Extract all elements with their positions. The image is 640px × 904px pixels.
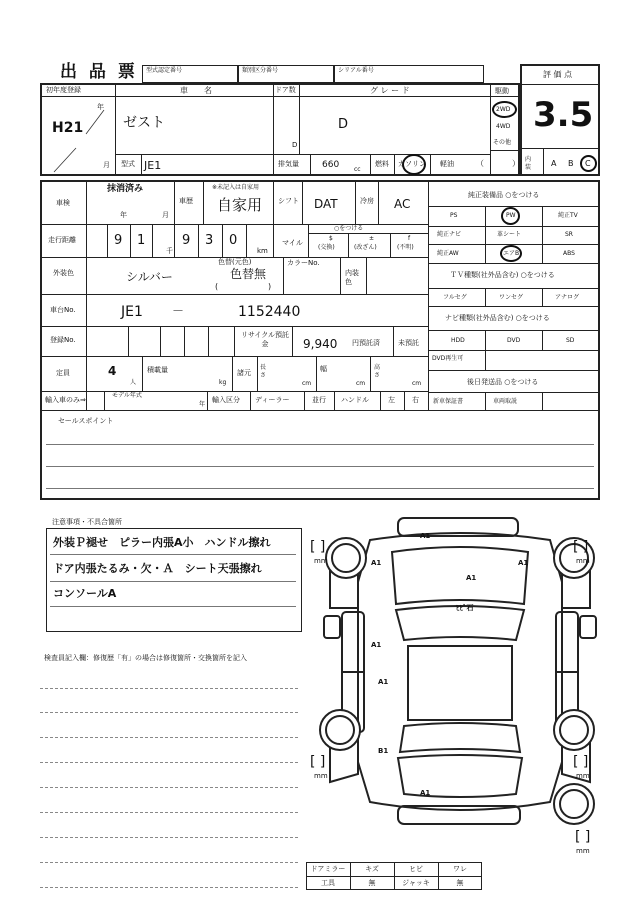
legend-scratch: キズ xyxy=(365,865,379,873)
import-parallel: 並行 xyxy=(312,396,326,404)
damage-mark-right-front: A1 xyxy=(518,559,529,567)
navi-header: ナビ種類(社外品含む) ○をつける xyxy=(445,314,550,322)
height-label: 高さ xyxy=(374,364,381,379)
color-label: 外装色 xyxy=(53,269,74,277)
notes-label: 注意事項・不具合箇所 xyxy=(52,518,122,526)
import-class-label: 輸入区分 xyxy=(212,396,240,404)
sales-point-label: セールスポイント xyxy=(58,417,114,425)
opt3-mark: f xyxy=(408,235,411,242)
inspection-label: 車検 xyxy=(56,199,70,207)
damage-mark-left-rear: B1 xyxy=(378,747,389,755)
ac-label: 冷房 xyxy=(360,197,374,205)
month-unit: 月 xyxy=(103,161,110,169)
handle-left: 左 xyxy=(388,396,395,404)
drive-2wd: 2WD xyxy=(496,106,511,113)
kg-unit: kg xyxy=(219,379,227,386)
km-unit: km xyxy=(257,247,268,255)
cc-unit: cc xyxy=(354,166,361,173)
load-label: 積載量 xyxy=(147,366,168,374)
damage-mark-left-door: A1 xyxy=(371,641,382,649)
mileage-digit-1: 9 xyxy=(114,233,123,248)
chassis-label: 車台No. xyxy=(50,306,76,314)
tv-header: ＴＶ種類(社外品含む) ○をつける xyxy=(450,271,555,279)
opt1-label: (交換) xyxy=(318,244,335,251)
navi-sd: SD xyxy=(566,337,575,344)
fuel-gas-circle xyxy=(402,154,426,175)
opt3-label: (不明) xyxy=(397,244,414,251)
model-label: 型式 xyxy=(121,160,135,168)
chassis-dash: － xyxy=(172,304,185,318)
mileage-digit-5: 0 xyxy=(229,233,238,248)
import-year-unit: 年 xyxy=(199,401,206,408)
damage-mark-left-rear-door: A1 xyxy=(378,678,389,686)
displacement-label: 排気量 xyxy=(278,160,299,168)
chassis-prefix: JE1 xyxy=(121,304,143,320)
equip-genuine-navi: 純正ナビ xyxy=(437,231,462,238)
legend-tools-value: 無 xyxy=(368,879,376,887)
equip-ps: PS xyxy=(450,212,458,219)
class-label: 類別区分番号 xyxy=(242,67,279,74)
rating-value: 3.5 xyxy=(533,95,594,135)
legend-crack: ヒビ xyxy=(409,865,423,873)
color-change-label: 色替(元色) xyxy=(218,258,252,266)
interior-c: C xyxy=(585,159,591,168)
genuine-header: 純正装備品 ○をつける xyxy=(468,191,540,199)
tire-bracket-spare: [ ] xyxy=(575,829,591,845)
navi-hdd: HDD xyxy=(451,337,465,344)
drive-4wd: 4WD xyxy=(496,123,511,130)
inspector-label: 検査員記入欄：修復歴「有」の場合は修復箇所・交換箇所を記入 xyxy=(44,654,247,662)
damage-mark-hood: A1 xyxy=(466,574,477,582)
equip-genuine-aw: 純正AW xyxy=(437,250,459,257)
mileage-digit-4: 3 xyxy=(205,233,214,248)
legend-jack: ジャッキ xyxy=(402,879,430,887)
history-label: 車歴 xyxy=(179,197,193,205)
tire-mm-fl: mm xyxy=(314,557,328,565)
length-label: 長さ xyxy=(260,364,267,379)
damage-mark-front-bumper: A1 xyxy=(420,532,431,540)
history-note: ※未記入は自家用 xyxy=(212,184,260,191)
door-value: D xyxy=(292,141,298,149)
first-reg-value: H21 xyxy=(52,120,84,136)
fuel-close: ） xyxy=(512,159,520,168)
tire-bracket-fl: [ ] xyxy=(310,539,326,555)
inspection-year-unit: 年 xyxy=(120,211,127,219)
interior-a: A xyxy=(551,159,557,168)
dvd-play-label: DVD再生可 xyxy=(432,355,464,362)
note-line-1: 外装Ｐ褪せ ピラー内張A小 ハンドル擦れ xyxy=(53,536,271,549)
mile-label: マイル xyxy=(282,239,303,247)
tire-mm-rl: mm xyxy=(314,772,328,780)
model-cert-label: 型式認定番号 xyxy=(146,67,183,74)
fuel-gas: ガソリン xyxy=(398,160,426,168)
interior-b: B xyxy=(568,159,574,168)
import-dealer: ディーラー xyxy=(255,396,290,404)
person-unit: 人 xyxy=(130,379,137,386)
drive-other: その他 xyxy=(493,139,512,146)
tv-fullseg: フルセグ xyxy=(443,294,467,301)
registration-label: 登録No. xyxy=(50,336,76,344)
tv-analog: アナログ xyxy=(555,294,580,301)
width-label: 幅 xyxy=(320,365,327,373)
car-name-value: ゼスト xyxy=(123,115,165,131)
serial-label: シリアル番号 xyxy=(338,67,374,74)
legend-tools: 工具 xyxy=(321,879,335,887)
rating-label: 評 価 点 xyxy=(543,70,573,79)
later-header: 後日発送品 ○をつける xyxy=(467,378,539,386)
legend-door-mirror: ドアミラー xyxy=(310,865,346,873)
mileage-digit-3: 9 xyxy=(182,233,191,248)
year-unit: 年 xyxy=(97,103,104,111)
inspection-value: 抹消済み xyxy=(107,184,144,194)
capacity-label: 定員 xyxy=(56,369,70,377)
handle-right: 右 xyxy=(412,396,419,404)
grade-value: D xyxy=(338,117,349,132)
color-change-open: ( xyxy=(215,282,219,291)
first-reg-label: 初年度登録 xyxy=(46,86,81,94)
car-name-label: 車 名 xyxy=(180,86,212,95)
model-value: JE1 xyxy=(144,159,162,172)
model-year-label: モデル年式 xyxy=(112,392,142,399)
recycle-unpaid: 未預託 xyxy=(398,339,419,347)
later-warranty: 新車保証書 xyxy=(433,398,464,405)
note-line-3: コンソールA xyxy=(53,587,117,600)
opt2-mark: ± xyxy=(369,235,375,242)
fuel-label: 燃料 xyxy=(375,160,389,168)
tire-bracket-rl: [ ] xyxy=(310,754,326,770)
recycle-unit: 円預託済 xyxy=(352,339,380,347)
tv-oneseg: ワンセグ xyxy=(499,294,524,301)
car-diagram xyxy=(310,512,610,844)
equip-leather: 革シート xyxy=(497,231,522,238)
mileage-digit-2: 1 xyxy=(137,233,146,248)
navi-dvd: DVD xyxy=(507,337,521,344)
drive-2wd-circle xyxy=(492,101,517,118)
dims-label: 諸元 xyxy=(237,369,251,377)
damage-mark-rear-bumper: A1 xyxy=(420,789,431,797)
inspection-month-unit: 月 xyxy=(162,211,169,219)
interior-c-circle xyxy=(580,155,597,172)
import-label: 輸入車のみ⇒ xyxy=(45,396,86,404)
history-value: 自家用 xyxy=(217,196,263,214)
damage-mark-windshield: ﾋﾋﾞ石 xyxy=(456,604,474,612)
equip-pw: PW xyxy=(506,212,516,219)
shift-value: DAT xyxy=(314,197,338,211)
grade-label: グ レ ー ド xyxy=(370,86,410,95)
equip-abs: ABS xyxy=(563,250,575,257)
fuel-open: （ xyxy=(476,159,484,168)
page-title: 出 品 票 xyxy=(60,62,138,82)
tire-mm-fr: mm xyxy=(576,557,590,565)
color-value: シルバー xyxy=(126,270,173,284)
tire-bracket-fr: [ ] xyxy=(573,539,589,555)
equip-airbag-circle xyxy=(500,245,522,262)
equip-genuine-tv: 純正TV xyxy=(558,212,578,219)
tire-bracket-rr: [ ] xyxy=(573,754,589,770)
handle-label: ハンドル xyxy=(341,396,369,404)
door-label: ドア数 xyxy=(275,86,296,94)
drive-label: 駆動 xyxy=(495,87,509,95)
height-cm: cm xyxy=(412,380,422,387)
color-change-close: ) xyxy=(268,282,272,291)
opt1-mark: $ xyxy=(329,235,333,242)
tire-mm-rr: mm xyxy=(576,772,590,780)
interior-label: 内装 xyxy=(525,156,532,171)
equip-sr: SR xyxy=(565,231,573,238)
chassis-number: 1152440 xyxy=(238,304,301,320)
displacement-value: 660 xyxy=(322,160,340,170)
shift-label: シフト xyxy=(278,197,299,205)
mileage-label: 走行距離 xyxy=(48,236,76,244)
length-cm: cm xyxy=(302,380,312,387)
color-change-value: 色替無 xyxy=(230,267,267,281)
note-line-2: ドア内張たるみ・欠・Ａ シート天張擦れ xyxy=(53,562,262,575)
legend-break: ワレ xyxy=(453,865,467,873)
equip-airbag: エアB xyxy=(503,250,520,257)
circle-note: ○をつける xyxy=(334,225,364,232)
fuel-diesel: 軽油 xyxy=(440,160,454,168)
ac-value: AC xyxy=(394,197,411,211)
recycle-label: リサイクル預託金 xyxy=(240,331,290,348)
legend-jack-value: 無 xyxy=(456,879,464,887)
color-no-label: カラーNo. xyxy=(287,259,320,267)
damage-mark-left-front: A1 xyxy=(371,559,382,567)
width-cm: cm xyxy=(356,380,366,387)
opt2-label: (改ざん) xyxy=(354,244,377,251)
equip-pw-circle xyxy=(501,207,520,225)
thousand-mark: 千 xyxy=(166,247,173,255)
tire-mm-spare: mm xyxy=(576,847,590,855)
recycle-value: 9,940 xyxy=(303,337,338,351)
capacity-value: 4 xyxy=(108,364,117,378)
later-manual: 車両取説 xyxy=(493,398,518,405)
interior-color-label: 内装色 xyxy=(345,269,359,286)
